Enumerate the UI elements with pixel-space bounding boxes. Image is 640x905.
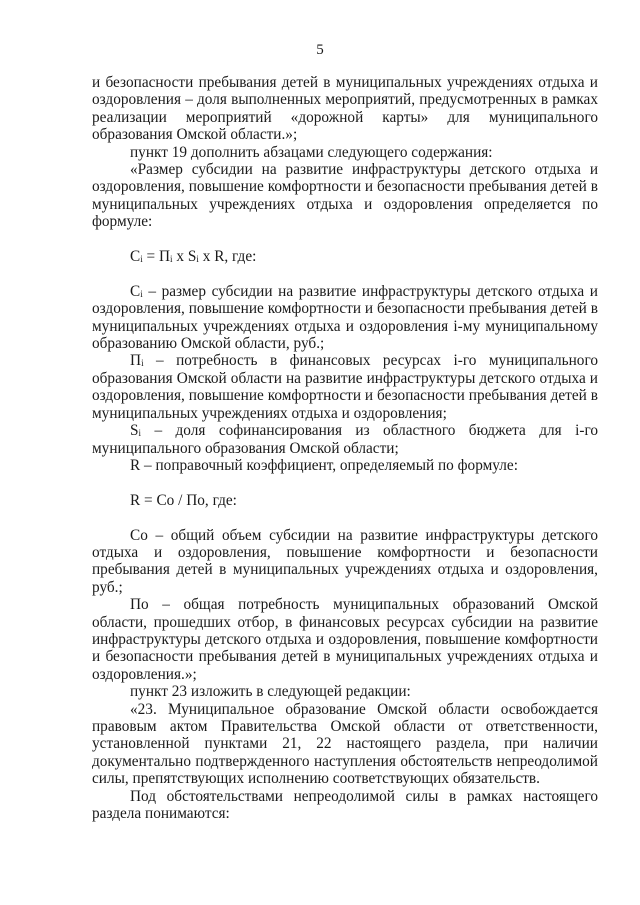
text-run: – доля софинансирования из областного бюджета для i-го муниципального образования Омской области; <box>92 422 598 457</box>
text-run: = П <box>142 248 171 266</box>
blank-line <box>92 509 598 526</box>
paragraph: и безопасности пребывания детей в муниципальных учреждениях отдыха и оздоровления – доля выполненных мероприятий, предусмотренных в рамках реализации мероприятий «дорожной карты» для муниципального образования Омской области.»; <box>92 74 598 144</box>
text-run: П <box>130 352 142 370</box>
subscript: i <box>140 254 143 265</box>
formula <box>92 492 598 509</box>
document-body <box>92 74 598 822</box>
text-run: – потребность в финансовых ресурсах i-го муниципального образования Омской области на развитие инфраструктуры детского отдыха и оздоровления, повышение комфортности и безопасности пребывания детей в муниципальных учреждениях отдыха и оздоровления; <box>92 352 598 422</box>
blank-line <box>92 265 598 282</box>
subscript: i <box>140 288 143 299</box>
text-run: x R, где: <box>198 248 257 266</box>
subscript: i <box>138 428 142 439</box>
paragraph: R – поправочный коэффициент, определяемый по формуле: <box>130 456 518 474</box>
text-run: C <box>130 282 141 300</box>
text-run: x S <box>172 248 197 266</box>
text-run: R = Co / По, где: <box>130 491 237 509</box>
blank-line <box>92 231 598 248</box>
text-run: – размер субсидии на развитие инфраструктуры детского отдыха и оздоровления, повышение комфортности и безопасности пребывания детей в муниципальных учреждениях отдыха и оздоровления i-му муниципальному образованию Омской области, руб.; <box>92 282 598 353</box>
paragraph: Под обстоятельствами непреодолимой силы в рамках настоящего раздела понимаются: <box>92 787 598 822</box>
blank-line <box>92 474 598 491</box>
formula <box>92 248 598 265</box>
paragraph <box>92 283 598 353</box>
subscript: i <box>196 254 199 265</box>
page-number: 5 <box>316 42 324 58</box>
subscript: i <box>141 358 144 369</box>
paragraph: «23. Муниципальное образование Омской области освобождается правовым актом Правительства Омской области от ответственности, установленной пунктами 21, 22 настоящего раздела, при наличии документально подтвержденного наступления обстоятельств непреодолимой силы, препятствующих исполнению соответствующих обязательств. <box>92 700 598 788</box>
paragraph: «Размер субсидии на развитие инфраструктуры детского отдыха и оздоровления, повышение комфортности и безопасности пребывания детей в муниципальных учреждениях отдыха и оздоровления определяется по формуле: <box>92 161 598 231</box>
text-run: C <box>130 248 141 266</box>
paragraph: пункт 19 дополнить абзацами следующего содержания: <box>130 143 493 161</box>
paragraph <box>92 352 598 422</box>
paragraph <box>92 422 598 457</box>
subscript: i <box>170 254 173 265</box>
paragraph: По – общая потребность муниципальных образований Омской области, прошедших отбор, в финансовых ресурсах субсидии на развитие инфраструктуры детского отдыха и оздоровления, повышение комфортности и безопасности пребывания детей в муниципальных учреждениях отдыха и оздоровления.»; <box>92 596 598 683</box>
paragraph: Со – общий объем субсидии на развитие инфраструктуры детского отдыха и оздоровления, повышение комфортности и безопасности пребывания детей в муниципальных учреждениях отдыха и оздоровления, руб.; <box>92 526 598 596</box>
paragraph: пункт 23 изложить в следующей редакции: <box>130 683 411 701</box>
text-run: S <box>130 422 139 440</box>
